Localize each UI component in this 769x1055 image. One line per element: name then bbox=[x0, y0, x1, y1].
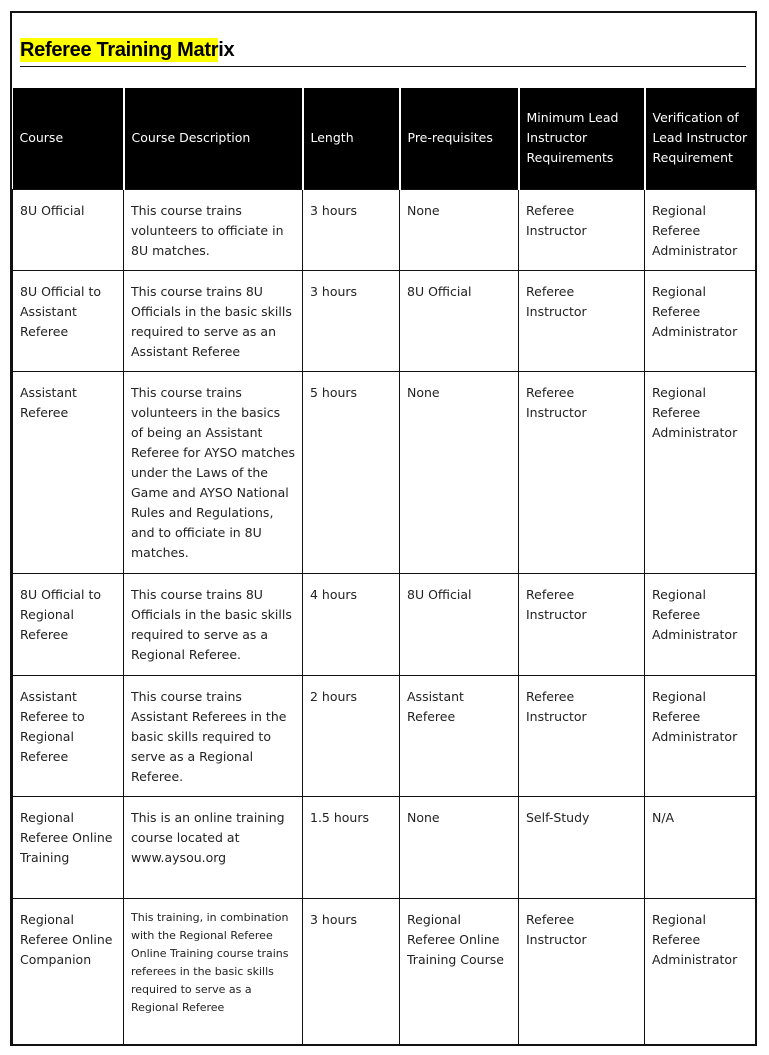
cell-course: 8U Official to Regional Referee bbox=[13, 573, 124, 675]
table-row bbox=[13, 675, 756, 796]
cell-description: This training, in combination with the Regional Referee Online Training course trains referees in the basic skills required to serve as a Regional Referee bbox=[124, 898, 303, 1044]
cell-course: Regional Referee Online Companion bbox=[13, 898, 124, 1044]
cell-length: 5 hours bbox=[303, 371, 400, 573]
cell-length: 1.5 hours bbox=[303, 796, 400, 898]
cell-prereq: None bbox=[400, 371, 519, 573]
document-page bbox=[10, 11, 757, 1046]
cell-prereq: 8U Official bbox=[400, 573, 519, 675]
cell-description: This is an online training course located at www.aysou.org bbox=[124, 796, 303, 898]
table-header-row bbox=[13, 88, 756, 189]
column-header-description: Course Description bbox=[124, 88, 303, 189]
column-header-prerequisites: Pre-requisites bbox=[400, 88, 519, 189]
cell-prereq: Assistant Referee bbox=[400, 675, 519, 796]
table-row bbox=[13, 573, 756, 675]
cell-description: This course trains 8U Officials in the basic skills required to serve as an Assistant Referee bbox=[124, 270, 303, 371]
cell-instructor: Self-Study bbox=[519, 796, 645, 898]
cell-course: Assistant Referee bbox=[13, 371, 124, 573]
title-bar bbox=[20, 37, 746, 67]
cell-description: This course trains Assistant Referees in the basic skills required to serve as a Regional Referee. bbox=[124, 675, 303, 796]
cell-instructor: Referee Instructor bbox=[519, 270, 645, 371]
cell-verification: Regional Referee Administrator bbox=[645, 189, 756, 270]
cell-length: 3 hours bbox=[303, 270, 400, 371]
cell-length: 2 hours bbox=[303, 675, 400, 796]
column-header-course: Course bbox=[13, 88, 124, 189]
cell-prereq: Regional Referee Online Training Course bbox=[400, 898, 519, 1044]
cell-instructor: Referee Instructor bbox=[519, 189, 645, 270]
cell-instructor: Referee Instructor bbox=[519, 675, 645, 796]
cell-course: 8U Official bbox=[13, 189, 124, 270]
column-header-verification: Verification of Lead Instructor Requirement bbox=[645, 88, 756, 189]
cell-description: This course trains volunteers to officiate in 8U matches. bbox=[124, 189, 303, 270]
cell-course: 8U Official to Assistant Referee bbox=[13, 270, 124, 371]
column-header-instructor: Minimum Lead Instructor Requirements bbox=[519, 88, 645, 189]
table-row bbox=[13, 189, 756, 270]
cell-verification: Regional Referee Administrator bbox=[645, 675, 756, 796]
page-title bbox=[20, 37, 234, 63]
cell-course: Assistant Referee to Regional Referee bbox=[13, 675, 124, 796]
cell-course: Regional Referee Online Training bbox=[13, 796, 124, 898]
cell-length: 3 hours bbox=[303, 898, 400, 1044]
cell-verification: Regional Referee Administrator bbox=[645, 270, 756, 371]
cell-prereq: None bbox=[400, 189, 519, 270]
table-row bbox=[13, 796, 756, 898]
cell-instructor: Referee Instructor bbox=[519, 573, 645, 675]
cell-prereq: None bbox=[400, 796, 519, 898]
cell-instructor: Referee Instructor bbox=[519, 371, 645, 573]
cell-length: 4 hours bbox=[303, 573, 400, 675]
column-header-length: Length bbox=[303, 88, 400, 189]
training-matrix-table bbox=[12, 88, 756, 1045]
table-row bbox=[13, 371, 756, 573]
cell-instructor: Referee Instructor bbox=[519, 898, 645, 1044]
table-row bbox=[13, 270, 756, 371]
cell-length: 3 hours bbox=[303, 189, 400, 270]
page-title-text: Referee Training Matrix bbox=[20, 39, 235, 61]
cell-verification: N/A bbox=[645, 796, 756, 898]
cell-description: This course trains 8U Officials in the basic skills required to serve as a Regional Referee. bbox=[124, 573, 303, 675]
cell-description: This course trains volunteers in the basics of being an Assistant Referee for AYSO matches under the Laws of the Game and AYSO National Rules and Regulations, and to officiate in 8U matches. bbox=[124, 371, 303, 573]
table-row bbox=[13, 898, 756, 1044]
cell-prereq: 8U Official bbox=[400, 270, 519, 371]
cell-verification: Regional Referee Administrator bbox=[645, 573, 756, 675]
cell-verification: Regional Referee Administrator bbox=[645, 371, 756, 573]
cell-verification: Regional Referee Administrator bbox=[645, 898, 756, 1044]
